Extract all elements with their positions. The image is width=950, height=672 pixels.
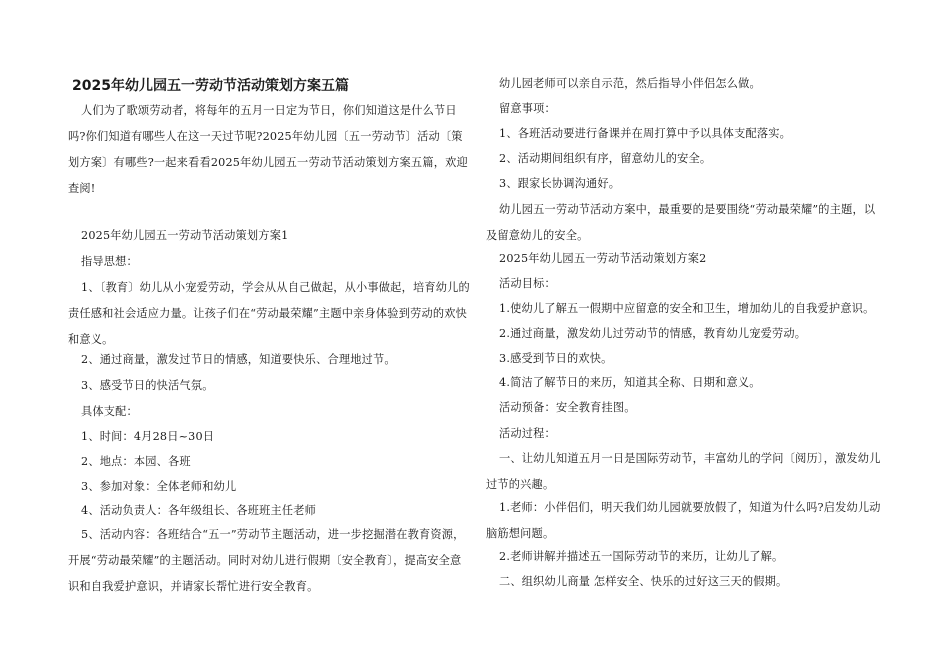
note-2: 2、活动期间组织有序，留意幼儿的安全。: [499, 152, 712, 165]
process-label: 活动过程：: [499, 427, 556, 440]
plan-1-heading: 2025年幼儿园五一劳动节活动策划方案1: [81, 229, 289, 242]
plan-summary: 幼儿园五一劳动节活动方案中，最重要的是要围绕“劳动最荣耀”的主题，以及留意幼儿的安全。: [486, 203, 876, 242]
goal-2: 2.通过商量，激发幼儿过劳动节的情感，教育幼儿宠爱劳动。: [499, 327, 807, 340]
note-3: 3、跟家长协调沟通好。: [499, 177, 621, 190]
arrangement-time: 1、时间：4月28日~30日: [81, 430, 215, 443]
arrangement-participants: 3、参加对象：全体老师和幼儿: [81, 480, 237, 493]
arrangement-leaders: 4、活动负责人：各年级组长、各班班主任老师: [81, 504, 317, 517]
preparation: 活动预备：安全教育挂图。: [499, 401, 636, 414]
process-step-1-1: 1.老师：小伴侣们，明天我们幼儿园就要放假了，知道为什么吗?启发幼儿动脑筋想问题。: [486, 501, 881, 540]
arrangement-content: 5、活动内容：各班结合“五一”劳动节主题活动，进一步挖掘潜在教育资源，开展“劳动最荣耀”的主题活动。同时对幼儿进行假期〔安全教育〕，提高安全意识和自我爱护意识，并请家长帮忙进行安全教育。: [68, 528, 465, 593]
plan-2-heading: 2025年幼儿园五一劳动节活动策划方案2: [499, 252, 707, 265]
demo-note: 幼儿园老师可以亲自示范，然后指导小伴侣怎么做。: [499, 77, 761, 90]
goals-label: 活动目标：: [499, 277, 556, 290]
process-step-1: 一、让幼儿知道五月一日是国际劳动节，丰富幼儿的学问〔阅历〕，激发幼儿过节的兴趣。: [486, 452, 881, 491]
note-1: 1、各班活动要进行备课并在周打算中予以具体支配落实。: [499, 127, 792, 140]
document-title: 2025年幼儿园五一劳动节活动策划方案五篇: [72, 78, 349, 94]
goal-4: 4.简洁了解节日的来历，知道其全称、日期和意义。: [499, 376, 761, 389]
notes-label: 留意事项：: [499, 102, 556, 115]
guiding-ideas-label: 指导思想：: [81, 255, 138, 268]
goal-3: 3.感受到节日的欢快。: [499, 352, 613, 365]
goal-1: 1.使幼儿了解五一假期中应留意的安全和卫生，增加幼儿的自我爱护意识。: [499, 302, 875, 315]
arrangement-place: 2、地点：本园、各班: [81, 455, 191, 468]
guiding-idea-2: 2、通过商量，激发过节日的情感，知道要快乐、合理地过节。: [81, 353, 396, 366]
intro-paragraph: 人们为了歌颂劳动者，将每年的五月一日定为节日，你们知道这是什么节日吗?你们知道有哪些人在这一天过节呢?2025年幼儿园〔五一劳动节〕活动〔策划方案〕有哪些?一起来看看2025年幼儿园五一劳动节活动策划方案五篇，欢迎查阅!: [68, 104, 468, 195]
process-step-1-2: 2.老师讲解并描述五一国际劳动节的来历，让幼儿了解。: [499, 550, 784, 563]
guiding-idea-1: 1、〔教育〕幼儿从小宠爱劳动，学会从从自己做起，从小事做起，培育幼儿的责任感和社会适应力量。让孩子们在“劳动最荣耀”主题中亲身体验到劳动的欢快和意义。: [68, 281, 470, 346]
guiding-idea-3: 3、感受节日的快活气氛。: [81, 379, 214, 392]
arrangement-label: 具体支配：: [81, 405, 138, 418]
process-step-2: 二、组织幼儿商量 怎样安全、快乐的过好这三天的假期。: [499, 575, 788, 588]
